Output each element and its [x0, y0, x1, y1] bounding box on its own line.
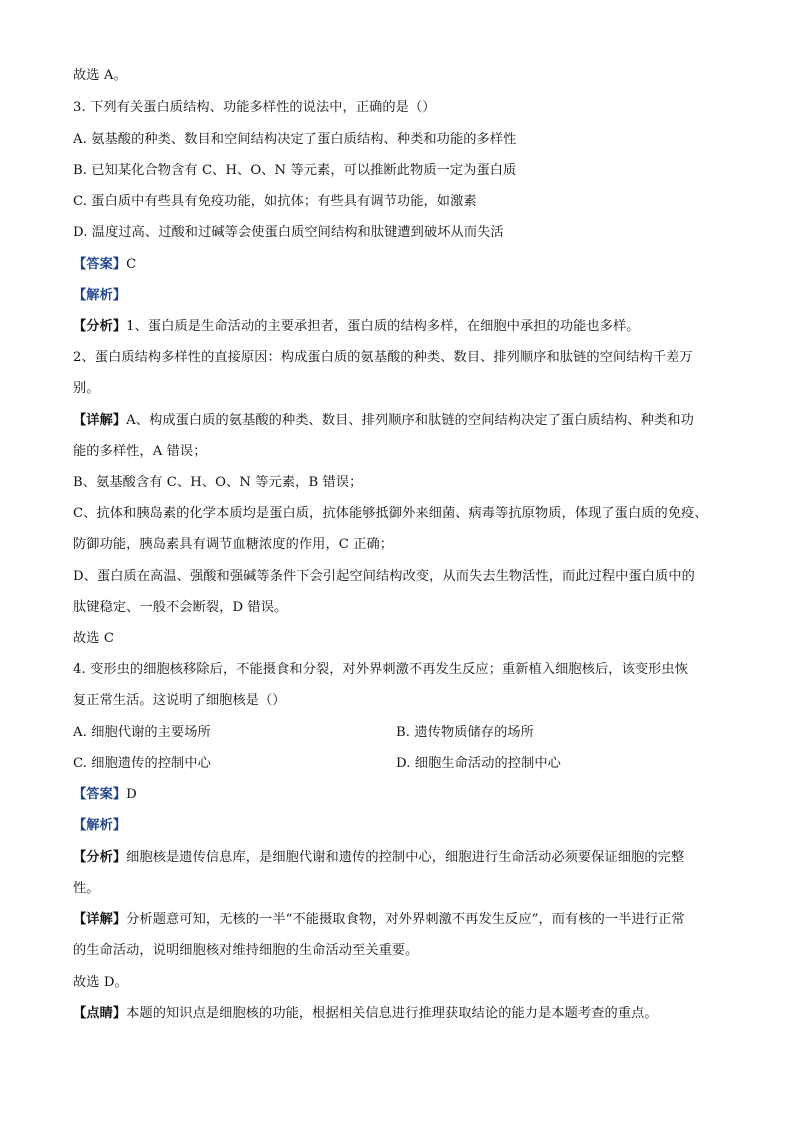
q3-xiangjie-line-4: C、抗体和胰岛素的化学本质均是蛋白质，抗体能够抵御外来细菌、病毒等抗原物质，体现了蛋白质的免疫、 — [73, 506, 708, 521]
q3-xiangjie-line-7: 肽键稳定、一般不会断裂，D 错误。 — [73, 600, 288, 615]
q4-dianjing-line-1 — [73, 1005, 658, 1023]
q3-answer-value: C — [126, 257, 137, 272]
q3-answer-tag: 【答案】 — [73, 257, 127, 272]
q3-xiangjie-line-1 — [73, 412, 694, 430]
q4-answer-line — [73, 786, 137, 804]
q4-xiangjie-text-1: 分析题意可知，无核的一半“不能摄取食物，对外界刺激不再发生反应”，而有核的一半进行正常 — [126, 912, 685, 927]
q4-dianjing-tag: 【点睛】 — [73, 1006, 127, 1021]
q3-xiangjie-line-5: 防御功能，胰岛素具有调节血糖浓度的作用，C 正确； — [73, 537, 394, 552]
q3-option-a: A. 氨基酸的种类、数目和空间结构决定了蛋白质结构、种类和功能的多样性 — [73, 132, 517, 147]
q3-xiangjie-tag: 【详解】 — [73, 413, 127, 428]
q4-answer-value: D — [126, 787, 137, 802]
q4-option-d: D. 细胞生命活动的控制中心 — [396, 756, 561, 771]
q3-xiangjie-line-2: 能的多样性，A 错误； — [73, 444, 207, 459]
q4-option-b: B. 遗传物质储存的场所 — [396, 725, 534, 740]
q3-answer-line — [73, 256, 136, 274]
q4-fenxi-line-1 — [73, 849, 684, 867]
q4-answer-tag: 【答案】 — [73, 787, 127, 802]
q4-stem-line-1: 4. 变形虫的细胞核移除后，不能摄食和分裂，对外界刺激不再发生反应；重新植入细胞核后，该变形虫恢 — [73, 662, 689, 677]
q4-option-a: A. 细胞代谢的主要场所 — [73, 725, 211, 740]
q4-fenxi-text-1: 细胞核是遗传信息库，是细胞代谢和遗传的控制中心，细胞进行生命活动必须要保证细胞的完整 — [126, 850, 685, 865]
q4-analysis-tag: 【解析】 — [73, 818, 127, 833]
q4-xiangjie-line-1 — [73, 911, 685, 929]
q4-xiangjie-line-2: 的生命活动，说明细胞核对维持细胞的生命活动至关重要。 — [73, 943, 419, 958]
q3-option-d: D. 温度过高、过酸和过碱等会使蛋白质空间结构和肽键遭到破坏从而失活 — [73, 225, 504, 240]
q4-analysis-heading — [73, 817, 126, 835]
q4-fenxi-line-2: 性。 — [73, 881, 100, 896]
q3-option-b: B. 已知某化合物含有 C、H、O、N 等元素，可以推断此物质一定为蛋白质 — [73, 163, 517, 178]
q3-fenxi-text-1: 1、蛋白质是生命活动的主要承担者，蛋白质的结构多样，在细胞中承担的功能也多样。 — [126, 319, 640, 334]
q3-fenxi-line-1 — [73, 318, 640, 336]
q4-xiangjie-tag: 【详解】 — [73, 912, 127, 927]
q3-fenxi-line-3: 别。 — [73, 381, 100, 396]
q4-dianjing-text-1: 本题的知识点是细胞核的功能，根据相关信息进行推理获取结论的能力是本题考查的重点。 — [126, 1006, 658, 1021]
q4-fenxi-tag: 【分析】 — [73, 850, 127, 865]
q3-stem: 3. 下列有关蛋白质结构、功能多样性的说法中，正确的是（） — [73, 100, 436, 115]
q3-xiangjie-line-6: D、蛋白质在高温、强酸和强碱等条件下会引起空间结构改变，从而失去生物活性，而此过程中蛋白质中的 — [73, 569, 695, 584]
q3-analysis-heading — [73, 287, 126, 305]
q3-fenxi-tag: 【分析】 — [73, 319, 127, 334]
q3-xiangjie-text-1: A、构成蛋白质的氨基酸的种类、数目、排列顺序和肽链的空间结构决定了蛋白质结构、种类和功 — [126, 413, 694, 428]
q4-option-c: C. 细胞遗传的控制中心 — [73, 756, 211, 771]
q3-fenxi-line-2: 2、蛋白质结构多样性的直接原因：构成蛋白质的氨基酸的种类、数目、排列顺序和肽链的空间结构千差万 — [73, 350, 693, 365]
q3-conclusion: 故选 C — [73, 631, 115, 646]
q3-xiangjie-line-3: B、氨基酸含有 C、H、O、N 等元素，B 错误； — [73, 475, 363, 490]
q3-analysis-tag: 【解析】 — [73, 288, 127, 303]
previous-conclusion: 故选 A。 — [73, 68, 127, 83]
q4-stem-line-2: 复正常生活。这说明了细胞核是（） — [73, 693, 286, 708]
q4-conclusion: 故选 D。 — [73, 975, 128, 990]
q3-option-c: C. 蛋白质中有些具有免疫功能，如抗体；有些具有调节功能，如激素 — [73, 194, 477, 209]
